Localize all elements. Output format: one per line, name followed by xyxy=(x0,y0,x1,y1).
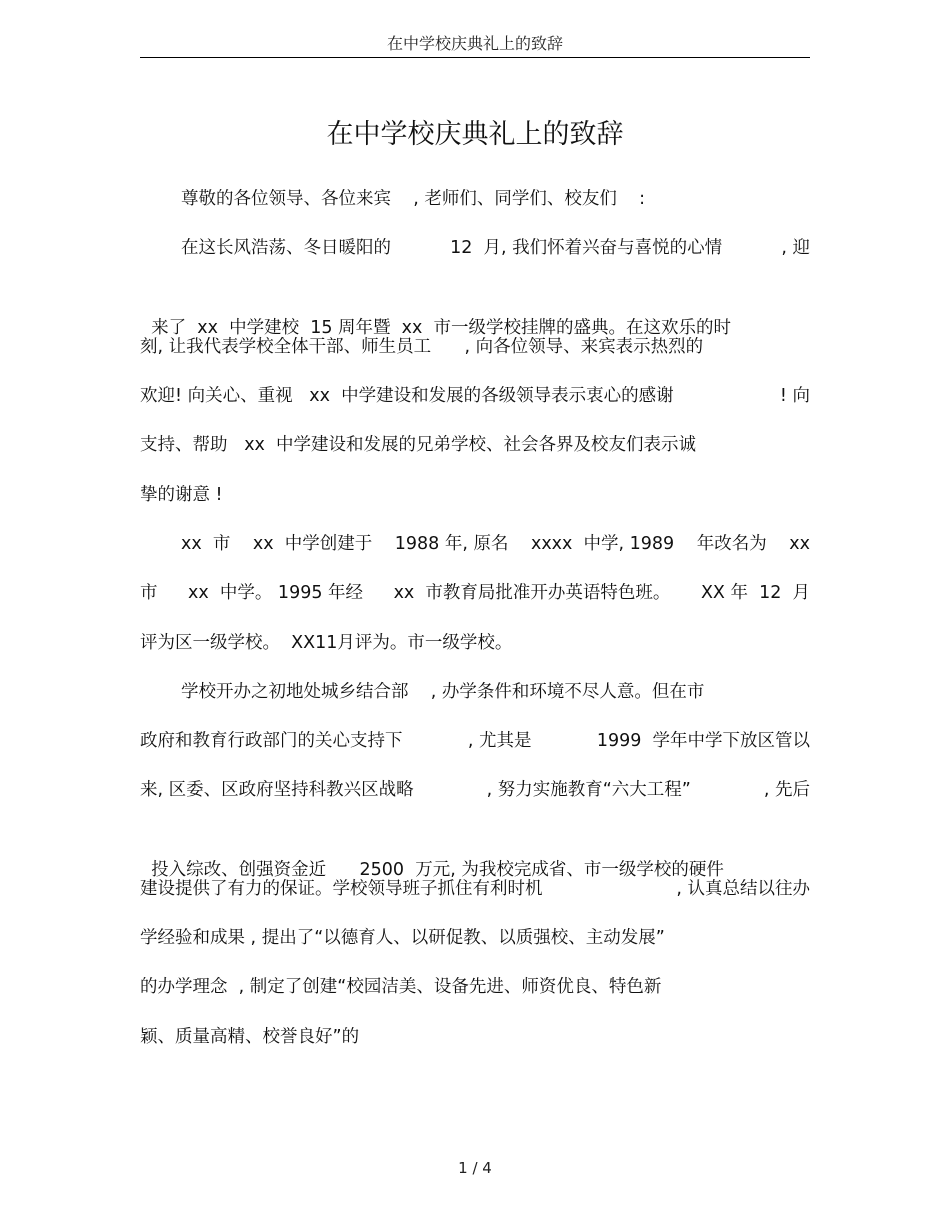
line-segment: , 认真总结以往办 xyxy=(676,879,810,899)
line-segment: , 尤其是 xyxy=(467,731,532,751)
body-line xyxy=(140,825,724,880)
body-line xyxy=(140,726,810,756)
body-line xyxy=(181,529,810,559)
line-segment: 市 xyxy=(140,583,158,603)
page-number: 1 / 4 xyxy=(458,1159,492,1177)
line-segment: ! 向 xyxy=(779,386,810,406)
page-header: 在中学校庆典礼上的致辞 xyxy=(386,34,563,53)
body-line: 学校开办之初地处城乡结合部 , 办学条件和环境不尽人意。但在市 xyxy=(181,682,705,702)
body-line xyxy=(140,578,810,608)
body-line: 支持、帮助 xx 中学建设和发展的兄弟学校、社会各界及校友们表示诚 xyxy=(140,435,697,455)
line-segment: xx 市 xyxy=(181,534,231,554)
line-segment: , 努力实施教育“六大工程” xyxy=(486,780,691,800)
body-line xyxy=(140,381,810,411)
line-segment: 建设提供了有力的保证。学校领导班子抓住有利时机 xyxy=(140,879,543,899)
line-segment: 来, 区委、区政府坚持科教兴区战略 xyxy=(140,780,414,800)
line-segment: XX 年 12 月 xyxy=(700,583,810,603)
line-segment: 12 月, 我们怀着兴奋与喜悦的心情 xyxy=(450,238,723,258)
line-segment: xx 市教育局批准开办英语特色班。 xyxy=(393,583,671,603)
body-line: 的办学理念 , 制定了创建“校园洁美、设备先进、师资优良、特色新 xyxy=(140,977,662,997)
body-line: 挚的谢意 ! xyxy=(140,485,223,505)
body-line xyxy=(140,775,810,805)
body-line: 评为区一级学校。 XX11月评为。市一级学校。 xyxy=(140,633,513,653)
body-line: 学经验和成果 , 提出了“以德育人、以研促教、以质强校、主动发展” xyxy=(140,928,665,948)
line-segment: 1999 学年中学下放区管以 xyxy=(596,731,810,751)
line-segment: 欢迎! 向关心、重视 xx 中学建设和发展的各级领导表示衷心的感谢 xyxy=(140,386,674,406)
line-segment: 来了 xx 中学建校 15 周年暨 xx 市一级学校挂牌的盛典。在这欢乐的时 xyxy=(151,318,732,338)
header-divider xyxy=(140,57,810,58)
line-segment: 投入综改、创强资金近 xyxy=(151,860,327,880)
body-line: 刻, 让我代表学校全体干部、师生员工 , 向各位领导、来宾表示热烈的 xyxy=(140,337,704,357)
line-segment: 2500 万元, 为我校完成省、市一级学校的硬件 xyxy=(359,860,724,880)
line-segment: 政府和教育行政部门的关心支持下 xyxy=(140,731,403,751)
document-title: 在中学校庆典礼上的致辞 xyxy=(326,119,624,150)
line-segment: 在这长风浩荡、冬日暖阳的 xyxy=(181,238,391,258)
body-line: 颖、质量高精、校誉良好”的 xyxy=(140,1027,360,1047)
body-line xyxy=(140,874,810,904)
line-segment: , 迎 xyxy=(781,238,810,258)
line-segment: 年改名为 xyxy=(696,534,767,554)
line-segment: 1988 年, 原名 xyxy=(394,534,509,554)
line-segment: xx 中学。 1995 年经 xyxy=(188,583,364,603)
line-segment: xx 中学创建于 xyxy=(252,534,373,554)
body-line: 尊敬的各位领导、各位来宾 , 老师们、同学们、校友们 : xyxy=(181,189,646,209)
body-line xyxy=(181,233,810,263)
line-segment: , 先后 xyxy=(763,780,810,800)
body-line xyxy=(140,283,732,338)
line-segment: xxxx 中学, 1989 xyxy=(530,534,675,554)
line-segment: xx xyxy=(789,534,810,554)
